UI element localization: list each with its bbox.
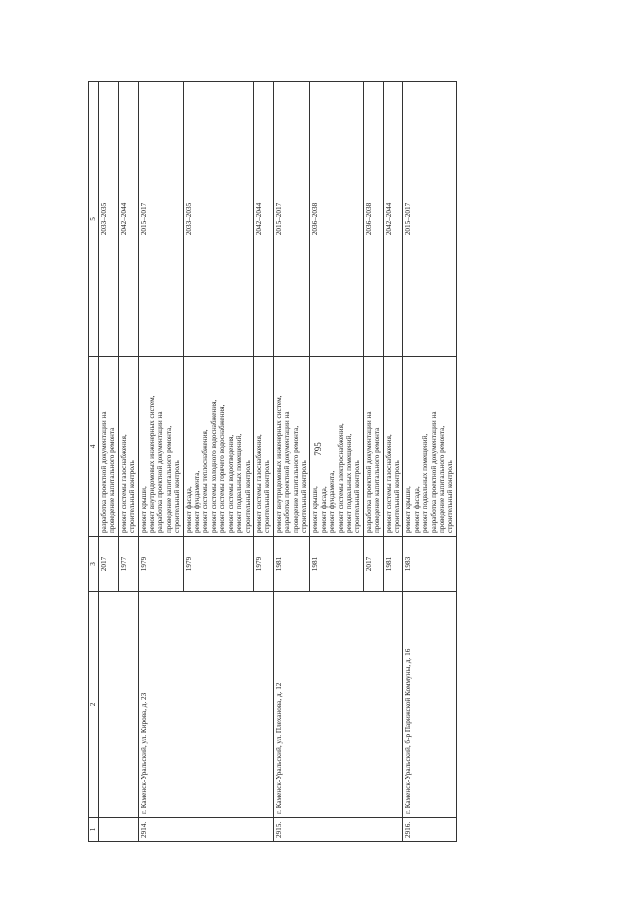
year-cell: 1983 <box>403 537 456 592</box>
object-number-cell: 2916. <box>403 818 456 842</box>
work-item: разработка проектной документации на <box>429 411 438 533</box>
work-item: строительный контроль <box>299 460 308 533</box>
year-cell: 1977 <box>118 537 138 592</box>
work-item: ремонт фасада, <box>184 486 193 533</box>
work-item: ремонт внутридомовых инженерных систем, <box>274 395 283 533</box>
works-cell <box>253 357 273 537</box>
works-cell <box>383 357 403 537</box>
address-cell: г. Каменск-Уральский, ул. Кирова, д. 23 <box>138 592 273 818</box>
work-item: проведение капитального ремонта, <box>438 425 447 533</box>
address-cell: г. Каменск-Уральский, ул. Плеханова, д. 12 <box>273 592 403 818</box>
works-cell <box>363 357 383 537</box>
work-item: ремонт системы водоотведения, <box>226 434 235 533</box>
year-cell: 1981 <box>383 537 403 592</box>
period-cell: 2042–2044 <box>253 82 273 357</box>
work-item: разработка проектной документации на <box>100 411 108 533</box>
work-item: строительный контроль <box>263 460 272 533</box>
work-item: разработка проектной документации на <box>156 411 165 533</box>
period-cell: 2015–2017 <box>273 82 310 357</box>
year-cell: 1981 <box>310 537 363 592</box>
column-header: 3 <box>89 537 99 592</box>
year-cell: 1979 <box>183 537 253 592</box>
period-cell: 2036–2038 <box>363 82 383 357</box>
work-item: строительный контроль <box>128 460 137 533</box>
work-item: ремонт фундамента, <box>328 470 337 533</box>
work-item: ремонт крыши, <box>311 486 320 533</box>
work-item: разработка проектной документации на <box>364 411 373 533</box>
column-header: 2 <box>89 592 99 818</box>
work-item: ремонт системы газоснабжения, <box>119 434 128 533</box>
work-item: ремонт системы холодного водоснабжения, <box>209 399 218 533</box>
works-cell <box>138 357 183 537</box>
period-cell: 2036–2038 <box>310 82 363 357</box>
column-number-row <box>89 82 99 842</box>
work-item: строительный контроль <box>173 460 182 533</box>
column-header: 4 <box>89 357 99 537</box>
year-cell: 1981 <box>273 537 310 592</box>
period-cell: 2033–2035 <box>99 82 119 357</box>
page-number: 795 <box>313 442 323 456</box>
work-item: ремонт подвальных помещений, <box>421 433 430 533</box>
work-item: строительный контроль <box>353 460 362 533</box>
period-cell: 2042–2044 <box>383 82 403 357</box>
works-cell <box>403 357 456 537</box>
work-item: строительный контроль <box>446 460 455 533</box>
works-cell <box>310 357 363 537</box>
period-cell: 2015–2017 <box>138 82 183 357</box>
work-item: ремонт внутридомовых инженерных систем, <box>148 395 157 533</box>
period-cell: 2015–2017 <box>403 82 456 357</box>
period-cell: 2033–2035 <box>183 82 253 357</box>
object-number-cell: 2914. <box>138 818 273 842</box>
year-cell: 1979 <box>138 537 183 592</box>
works-cell <box>118 357 138 537</box>
works-cell <box>273 357 310 537</box>
column-header: 5 <box>89 82 99 357</box>
table-row <box>273 82 310 842</box>
works-cell <box>99 357 119 537</box>
year-cell: 2017 <box>99 537 119 592</box>
object-number-cell <box>99 818 139 842</box>
work-item: ремонт фасада, <box>412 486 421 533</box>
table-row <box>403 82 456 842</box>
table-row <box>99 82 119 842</box>
repair-schedule-table <box>88 81 457 842</box>
work-item: проведение капитального ремонта, <box>164 425 173 533</box>
address-cell <box>99 592 139 818</box>
year-cell: 2017 <box>363 537 383 592</box>
address-cell: г. Каменск-Уральский, б-р Парижской Коммуны, д. 16 <box>403 592 456 818</box>
work-item: ремонт подвальных помещений, <box>235 433 244 533</box>
work-item: проведение капитального ремонта <box>108 427 117 533</box>
work-item: ремонт системы газоснабжения, <box>254 434 263 533</box>
work-item: строительный контроль <box>243 460 252 533</box>
rotated-table-frame <box>88 82 565 842</box>
work-item: ремонт системы газоснабжения, <box>384 434 393 533</box>
work-item: ремонт фасада, <box>319 486 328 533</box>
work-item: ремонт системы электроснабжения, <box>336 423 345 533</box>
column-header: 1 <box>89 818 99 842</box>
work-item: разработка проектной документации на <box>283 411 292 533</box>
period-cell: 2042–2044 <box>118 82 138 357</box>
work-item: ремонт подвальных помещений, <box>344 433 353 533</box>
works-cell <box>183 357 253 537</box>
table-row <box>138 82 183 842</box>
work-item: проведение капитального ремонта, <box>291 425 300 533</box>
year-cell: 1979 <box>253 537 273 592</box>
work-item: проведение капитального ремонта <box>373 427 382 533</box>
work-item: ремонт фундамента, <box>193 470 202 533</box>
work-item: строительный контроль <box>393 460 401 533</box>
work-item: ремонт крыши, <box>404 486 413 533</box>
work-item: ремонт крыши, <box>139 486 148 533</box>
work-item: ремонт системы теплоснабжения, <box>201 429 210 533</box>
object-number-cell: 2915. <box>273 818 403 842</box>
work-item: ремонт системы горячего водоснабжения, <box>218 404 227 533</box>
